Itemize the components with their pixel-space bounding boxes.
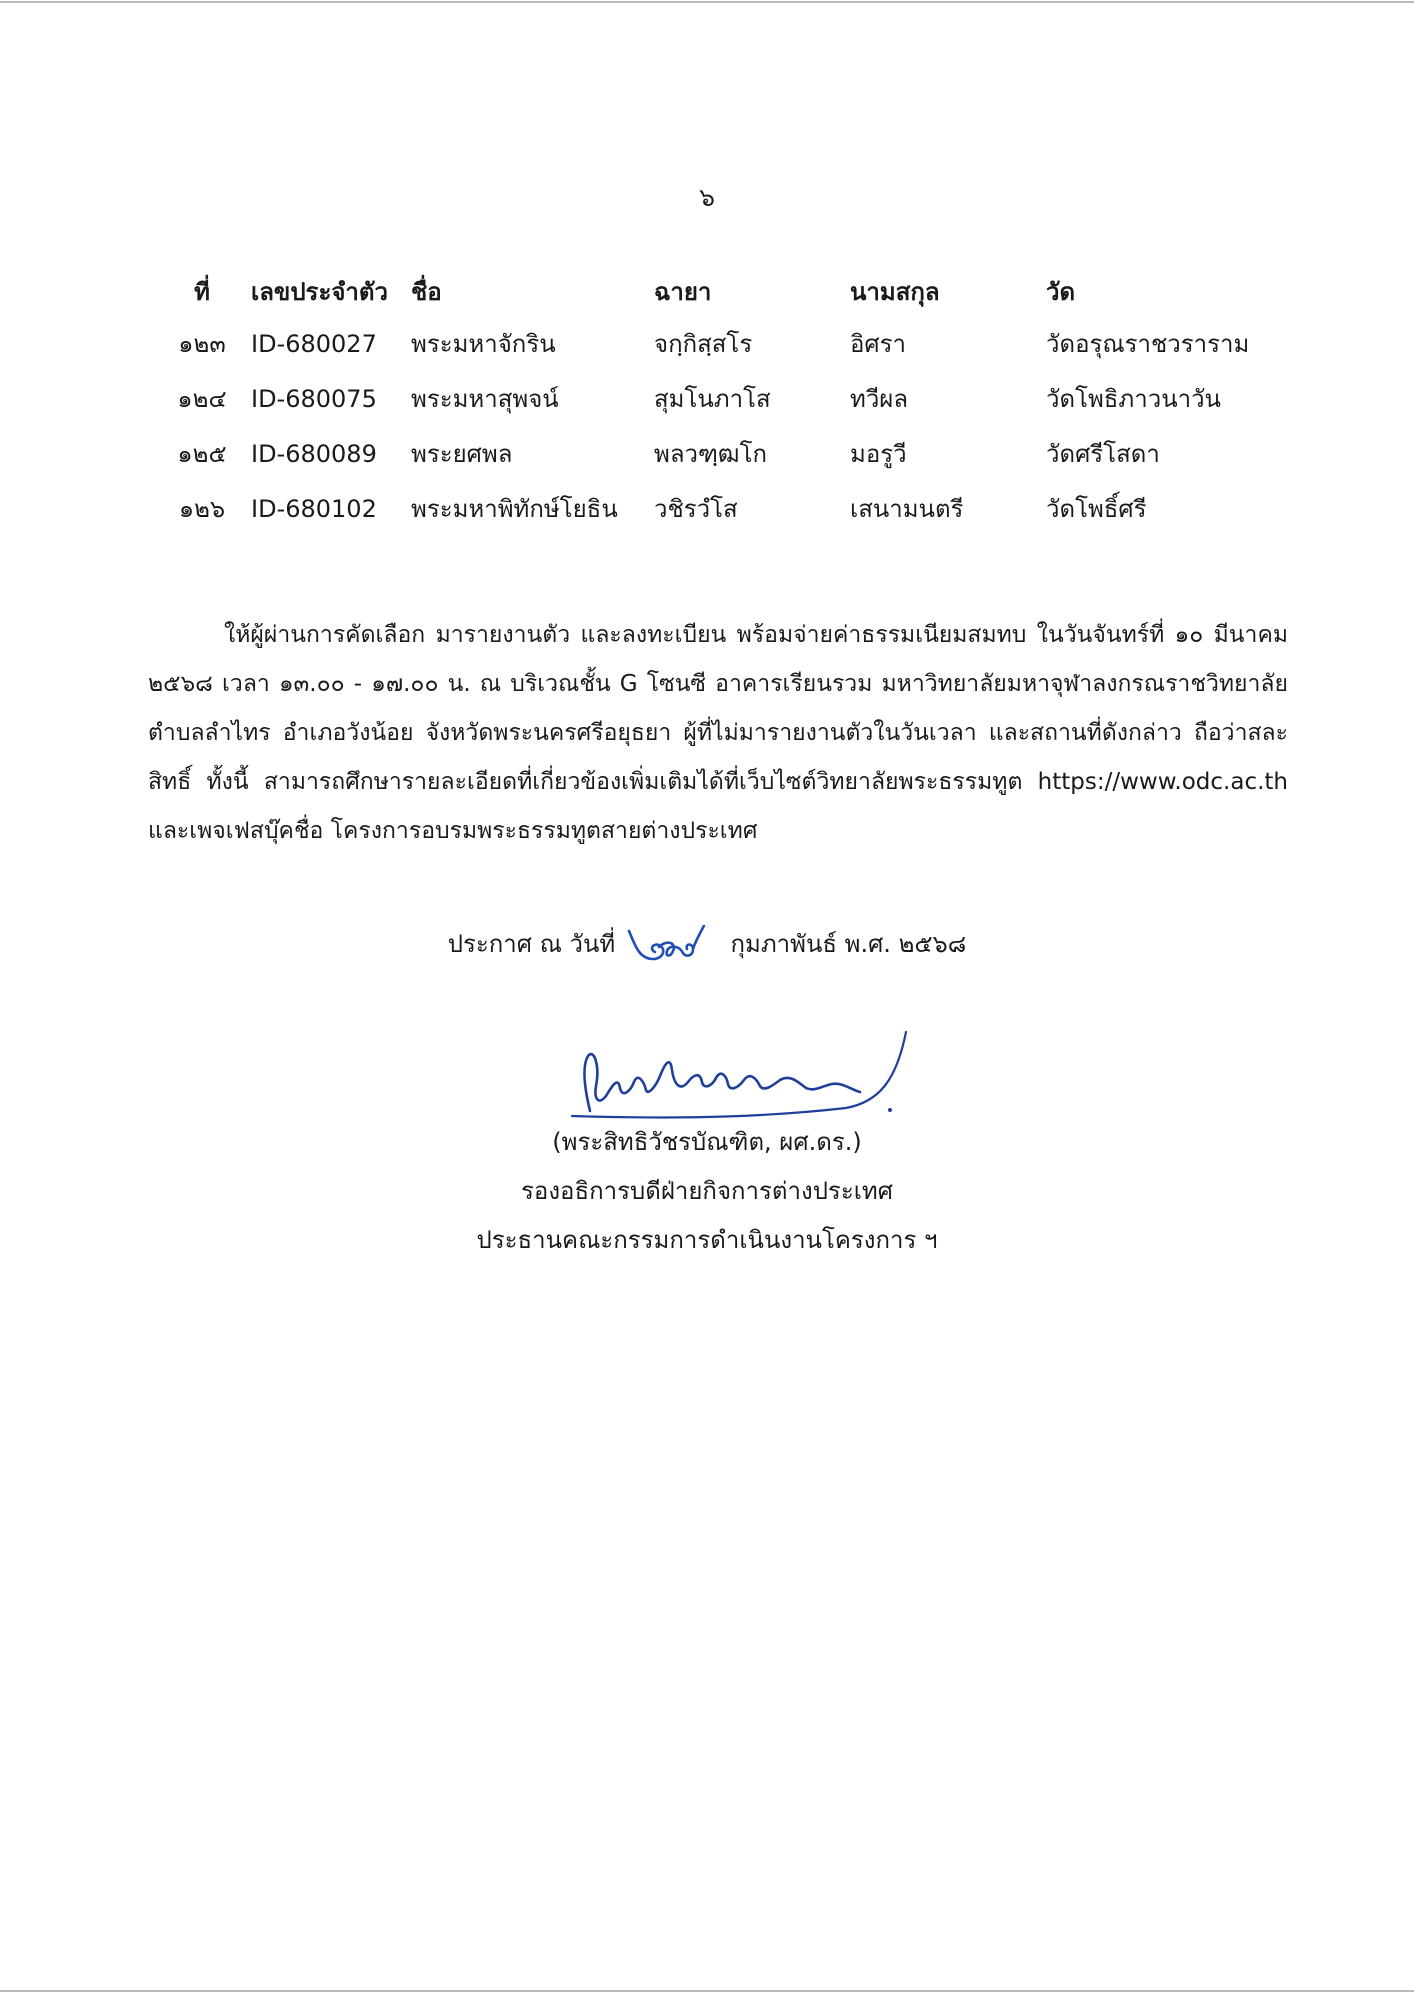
cell-no: ๑๒๖ xyxy=(178,495,226,523)
cell-name: พระมหาสุพจน์ xyxy=(411,385,559,413)
cell-no: ๑๒๔ xyxy=(177,385,227,413)
signatory-name: (พระสิทธิวัชรบัณฑิต, ผศ.ดร.) xyxy=(552,1128,862,1156)
cell-wat: วัดอรุณราชวราราม xyxy=(1046,330,1250,358)
cell-id: ID-680075 xyxy=(251,384,377,413)
cell-surname: มอรูวี xyxy=(850,440,907,468)
announcement-paragraph: ให้ผู้ผ่านการคัดเลือก มารายงานตัว และลงทะเบียน พร้อมจ่ายค่าธรรมเนียมสมทบ ในวันจันทร์ที่ ๑๐ มีนาคม ๒๕๖๘ เวลา ๑๓.๐๐ - ๑๗.๐๐ น. ณ บริเวณชั้น G โซนซี อาคารเรียนรวม มหาวิทยาลัยมหาจุฬาลงกรณราชวิทยาลัย ตำบลลำไทร อำเภอวังน้อย จังหวัดพระนครศรีอยุธยา ผู้ที่ไม่มารายงานตัวในวันเวลา และสถานที่ดังกล่าว ถือว่าสละสิทธิ์ ทั้งนี้ สามารถศึกษารายละเอียดที่เกี่ยวข้องเพิ่มเติมได้ที่เว็บไซต์วิทยาลัยพระธรรมทูต https://www.odc.ac.th และเพจเฟสบุ๊คชื่อ โครงการอบรมพระธรรมทูตสายต่างประเทศ xyxy=(148,622,1288,844)
cell-id: ID-680089 xyxy=(251,439,377,468)
table-row xyxy=(163,316,1286,371)
signature-mark xyxy=(560,1026,920,1126)
table-row xyxy=(163,426,1286,481)
header-chaya: ฉายา xyxy=(654,277,712,306)
cell-id: ID-680027 xyxy=(251,329,377,358)
table-header-row xyxy=(163,266,1286,316)
cell-chaya: วชิรวํโส xyxy=(654,495,738,523)
signatory-role: ประธานคณะกรรมการดำเนินงานโครงการ ฯ xyxy=(476,1226,938,1254)
announcement-prefix: ประกาศ ณ วันที่ xyxy=(447,930,616,958)
header-id: เลขประจำตัว xyxy=(251,277,388,306)
signatory-position: รองอธิการบดีฝ่ายกิจการต่างประเทศ xyxy=(521,1177,893,1205)
header-name: ชื่อ xyxy=(411,277,442,306)
cell-chaya: จกฺกิสฺสโร xyxy=(654,330,753,358)
signatory-block xyxy=(0,1118,1414,1265)
cell-name: พระมหาจักริน xyxy=(411,330,556,358)
cell-surname: ทวีผล xyxy=(850,385,909,413)
cell-name: พระยศพล xyxy=(411,440,513,468)
cell-wat: วัดโพธิ์ศรี xyxy=(1046,495,1147,523)
header-wat: วัด xyxy=(1046,277,1076,306)
cell-surname: อิศรา xyxy=(850,330,907,358)
cell-surname: เสนามนตรี xyxy=(850,495,964,523)
header-surname: นามสกุล xyxy=(850,277,940,306)
cell-name: พระมหาพิทักษ์โยธิน xyxy=(411,495,618,523)
cell-id: ID-680102 xyxy=(251,494,377,523)
cell-chaya: สุมโนภาโส xyxy=(654,385,771,413)
cell-no: ๑๒๕ xyxy=(177,440,227,468)
page-number: ๖ xyxy=(699,183,715,212)
table-row xyxy=(163,481,1286,536)
announcement-suffix: กุมภาพันธ์ พ.ศ. ๒๕๖๘ xyxy=(730,930,967,958)
scan-top-edge xyxy=(0,1,1414,3)
cell-wat: วัดศรีโสดา xyxy=(1046,440,1160,468)
table-row xyxy=(163,371,1286,426)
handwritten-day xyxy=(623,925,723,965)
header-no: ที่ xyxy=(194,277,210,306)
cell-wat: วัดโพธิภาวนาวัน xyxy=(1046,385,1221,413)
scan-bottom-edge xyxy=(0,1990,1414,1992)
cell-no: ๑๒๓ xyxy=(178,330,226,358)
cell-chaya: พลวฑฺฒโก xyxy=(654,440,768,468)
announcement-date-line xyxy=(0,924,1414,965)
candidate-table xyxy=(163,266,1286,536)
